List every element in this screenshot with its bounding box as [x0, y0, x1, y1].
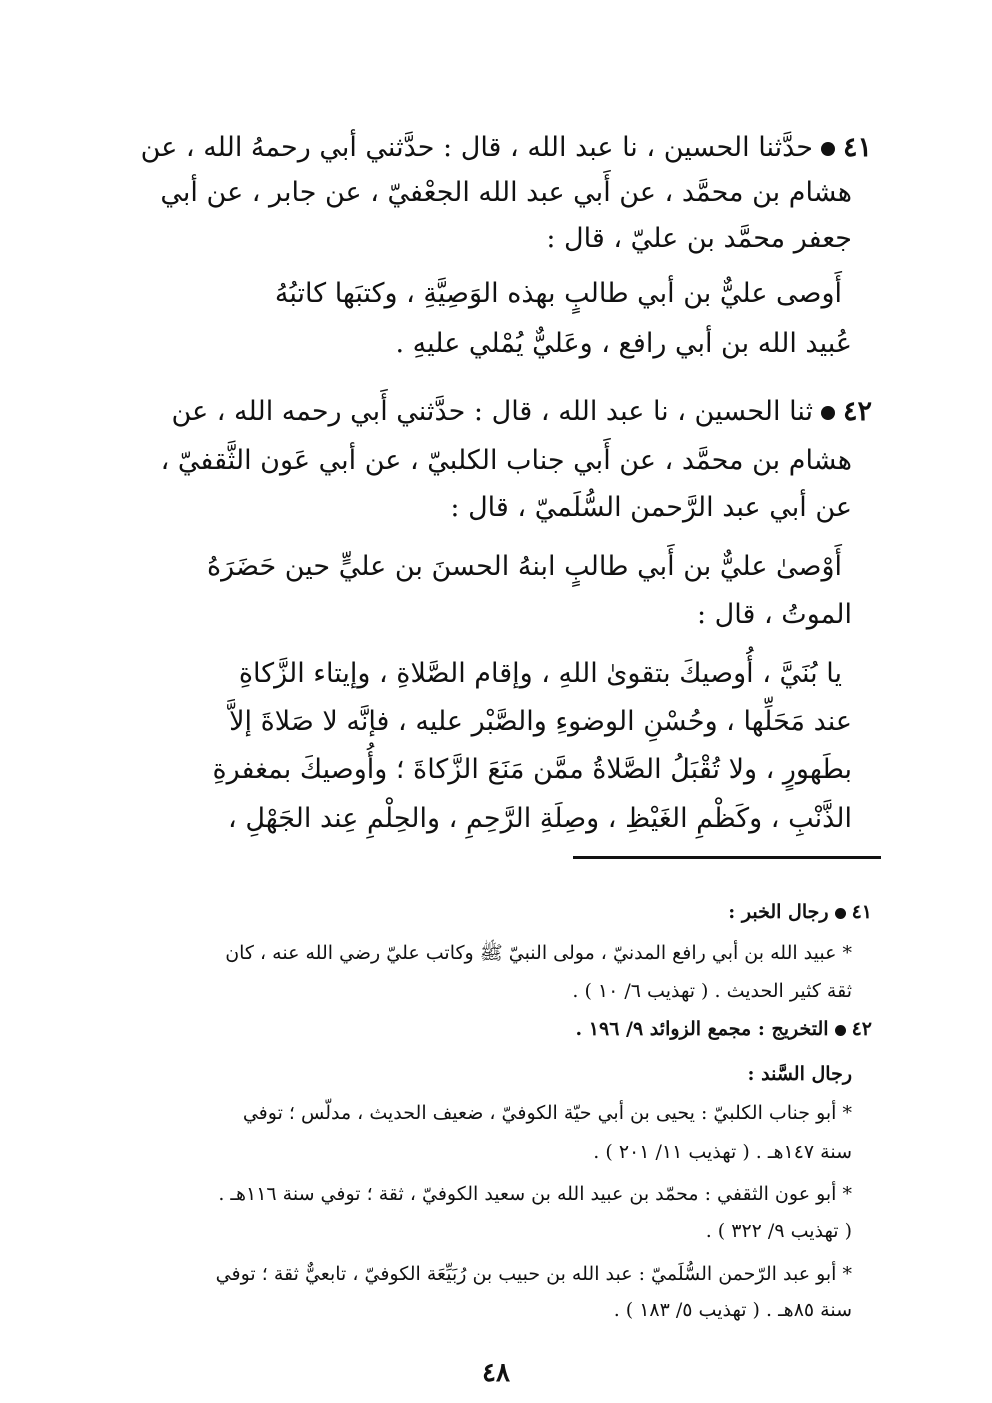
- entry-42-line-2: هشام بن محمَّد ، عن أَبي جناب الكلبيّ ، عن أبي عَون الثَّقفيّ ،: [160, 445, 852, 476]
- footnote-42-takhrij: [122, 1013, 872, 1045]
- entry-42-text-1: ثنا الحسين ، نا عبد الله ، قال : حدَّثني أَبي رحمه الله ، عن: [171, 396, 813, 427]
- footnote-42-item-2-line-2: ( تهذيب ٩/ ٣٢٢ ) .: [705, 1220, 852, 1242]
- entry-41-line-1: [127, 126, 872, 170]
- footnote-41-heading: [122, 896, 872, 928]
- entry-41-text-1: حدَّثنا الحسين ، نا عبد الله ، قال : حدَّثني أبي رحمهُ الله ، عن: [140, 132, 813, 163]
- footnote-42-takhrij-text: التخريج : مجمع الزوائد ٩/ ١٩٦ .: [575, 1018, 829, 1040]
- footnote-42-item-3-line-1: * أبو عبد الرّحمن السُّلَميّ : عبد الله بن حبيب بن رُبَيِّعَة الكوفيّ ، تابعيٌّ ثقة ؛ توفي: [215, 1263, 852, 1285]
- bullet-icon: [821, 142, 835, 156]
- footnote-42-item-1-line-2: سنة ١٤٧هـ . ( تهذيب ١١/ ٢٠١ ) .: [593, 1141, 852, 1163]
- entry-42-number: ٤٢: [842, 396, 872, 427]
- footnote-42-item-2-line-1: * أبو عون الثقفي : محمّد بن عبيد الله بن سعيد الكوفيّ ، ثقة ؛ توفي سنة ١١٦هـ .: [218, 1183, 852, 1205]
- footnote-41-heading-text: رجال الخبر :: [728, 901, 829, 923]
- footnote-41-number: ٤١: [851, 901, 872, 923]
- entry-42-speech-3: بطَهورٍ ، ولا تُقْبَلُ الصَّلاةُ ممَّن مَنَعَ الزَّكاةَ ؛ وأُوصيكَ بمغفرةِ: [212, 754, 852, 785]
- entry-42-speech-2: عند مَحَلِّها ، وحُسْنِ الوضوءِ والصَّبْر عليه ، فإنَّه لا صَلاةَ إلاَّ: [229, 706, 852, 737]
- footnote-41-item-1-line-1: * عبيد الله بن أبي رافع المدنيّ ، مولى النبيّ ﷺ وكاتب عليّ رضي الله عنه ، كان: [225, 942, 852, 964]
- entry-42-line-3: عن أبي عبد الرَّحمن السُّلَميّ ، قال :: [450, 492, 852, 523]
- bullet-icon: [821, 406, 835, 420]
- footnote-42-number: ٤٢: [851, 1018, 872, 1040]
- bullet-icon: [835, 1025, 846, 1036]
- entry-41-quote-2: عُبيد الله بن أبي رافع ، وعَليٌّ يُمْلي عليهِ .: [395, 328, 852, 359]
- page-number: ٤٨: [482, 1358, 510, 1388]
- entry-42-speech-4: الذَّنْبِ ، وكَظْمِ الغَيْظِ ، وصِلَةِ الرَّحِمِ ، والحِلْمِ عِند الجَهْلِ ،: [228, 803, 852, 834]
- entry-42-line-1: [127, 390, 872, 434]
- footnote-41-item-1-line-2: ثقة كثير الحديث . ( تهذيب ٦/ ١٠ ) .: [572, 980, 852, 1002]
- bullet-icon: [835, 908, 846, 919]
- footnote-42-item-1-line-1: * أبو جناب الكلبيّ : يحيى بن أبي حيّة الكوفيّ ، ضعيف الحديث ، مدلّس ؛ توفي: [242, 1102, 852, 1124]
- entry-41-quote-1: أَوصى عليٌّ بن أبي طالبٍ بهذه الوَصِيَّةِ ، وكتبَها كاتبُهُ: [274, 278, 842, 309]
- entry-41-line-2: هشام بن محمَّد ، عن أَبي عبد الله الجعْفيّ ، عن جابر ، عن أبي: [160, 177, 852, 208]
- footnote-separator: [573, 856, 881, 859]
- entry-41-line-3: جعفر محمَّد بن عليّ ، قال :: [546, 223, 852, 254]
- footnote-42-sanad-heading: رجال السَّند :: [747, 1063, 852, 1085]
- entry-42-speech-1: يا بُنَيَّ ، أُوصيكَ بتقوىٰ اللهِ ، وإقام الصَّلاةِ ، وإيتاء الزَّكاةِ: [238, 658, 842, 689]
- entry-41-number: ٤١: [842, 132, 872, 163]
- entry-42-quote-1: أَوْصىٰ عليٌّ بن أَبي طالبٍ ابنهُ الحسنَ بن عليٍّ حين حَضَرَهُ: [207, 551, 842, 582]
- entry-42-quote-2: الموتُ ، قال :: [696, 599, 852, 630]
- footnote-42-item-3-line-2: سنة ٨٥هـ . ( تهذيب ٥/ ١٨٣ ) .: [613, 1299, 852, 1321]
